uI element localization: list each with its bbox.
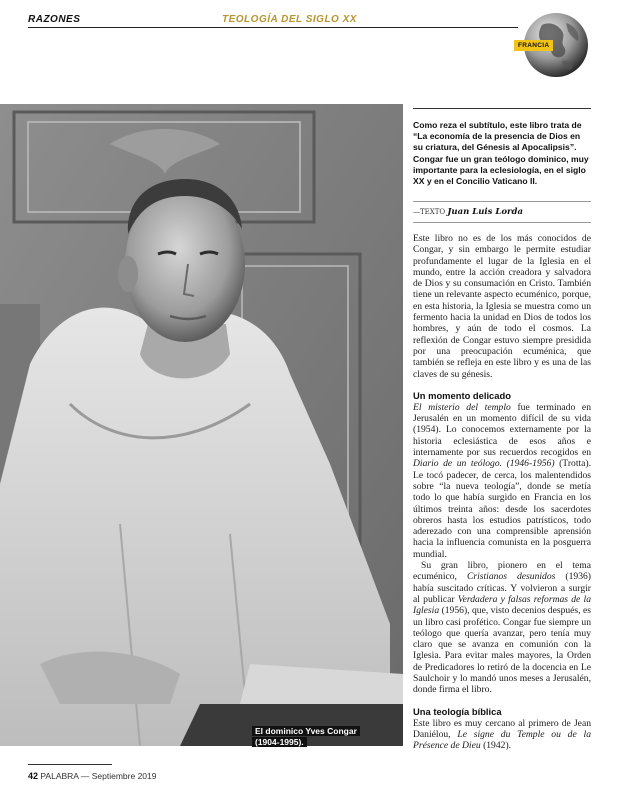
intro-paragraph: Este libro no es de los más conocidos de Congar, y sin embargo le permite estudiar profundamente el lugar de la Iglesia en el mundo, entre la acción creadora y salvadora de Dios y su consumación en Cristo. También tiene un relevante aspecto ecuménico, porque, en esta historia, la Iglesia se muestra como un fermento hacia la unidad en Dios de todos los hombres, y aún de todo el cosmos. La reflexión de Congar estuvo siempre presidida por una preocupación ecuménica, que también se refleja en este libro y es una de las claves de su génesis.	[413, 233, 591, 380]
caption-line-1: El dominico Yves Congar	[252, 726, 360, 736]
book-title: El misterio del templo	[413, 401, 511, 413]
section-heading-2: Una teología bíblica	[413, 705, 502, 717]
section-2-paragraph-1: Este libro es muy cercano al primero de Jean Daniélou, Le signe du Temple ou de la Présence de Dieu (1942).	[413, 717, 591, 752]
region-badge: FRANCIA	[514, 40, 553, 51]
byline-prefix: —TEXTO	[413, 208, 446, 216]
page-number: 42	[28, 771, 39, 781]
book-title: Le signe du Temple ou de la Présence de Dieu	[413, 728, 591, 752]
caption-line-2: (1904-1995).	[252, 737, 307, 747]
column-top-rule	[413, 108, 591, 109]
issue-date: — Septiembre 2019	[78, 771, 157, 781]
magazine-name: PALABRA	[40, 771, 79, 781]
section-1-paragraph-1: El misterio del templo fue terminado en Jerusalén en un momento difícil de su vida (1954). Lo conocemos externamente por la historia eclesiástica de esos años e internamente por sus recuerdos recogidos en Diario de un teólogo. (1946-1956) (Trotta). Le tocó padecer, de cerca, los malentendidos sobre “la nueva teología”, donde se metía todo lo que había surgido en Francia en los últimos treinta años: desde los sacerdotes obreros hasta los estudios patrísticos, todo aderezado con una comprensible aprensión hacia la influencia comunista en la posguerra mundial.	[413, 401, 591, 560]
byline-top-rule	[413, 201, 591, 202]
page-footer	[28, 771, 156, 781]
article-body	[413, 233, 591, 751]
byline	[413, 207, 591, 217]
section-heading-1: Un momento delicado	[413, 389, 511, 401]
book-title: Diario de un teólogo. (1946-1956)	[413, 458, 555, 470]
footer-rule	[28, 764, 112, 765]
section-1-paragraph-2: Su gran libro, pionero en el tema ecuménico, Cristianos desunidos (1936) había suscitado críticas. Y volvieron a surgir al publicar Verdadera y falsas reformas de la Iglesia (1956), que, visto decenios después, es un libro casi profético. Congar fue siempre un teólogo que quería avanzar, pero tenía muy claro que se avanza en comunión con la Iglesia. Para evitar males mayores, la Orden de Predicadores lo retiró de la docencia en Le Saulchoir y lo mandó unos meses a Jerusalén, donde firma el libro.	[413, 560, 592, 696]
portrait-photo	[0, 104, 403, 746]
section-label: RAZONES	[28, 14, 81, 25]
book-title: Verdadera y falsas reformas de la Iglesia	[413, 593, 592, 617]
header-rule	[28, 27, 518, 28]
author-name: Juan Luis Lorda	[447, 207, 523, 217]
byline-bottom-rule	[413, 222, 591, 223]
lead-paragraph: Como reza el subtítulo, este libro trata de “La economía de la presencia de Dios en su criatura, del Génesis al Apocalipsis”. Congar fue un gran teólogo dominico, muy importante para la eclesiología, en el siglo XX y en el Concilio Vaticano II.	[413, 120, 589, 187]
topic-label: TEOLOGÍA DEL SIGLO XX	[222, 14, 357, 25]
photo-caption	[252, 726, 360, 748]
book-title: Cristianos desunidos	[466, 571, 556, 583]
